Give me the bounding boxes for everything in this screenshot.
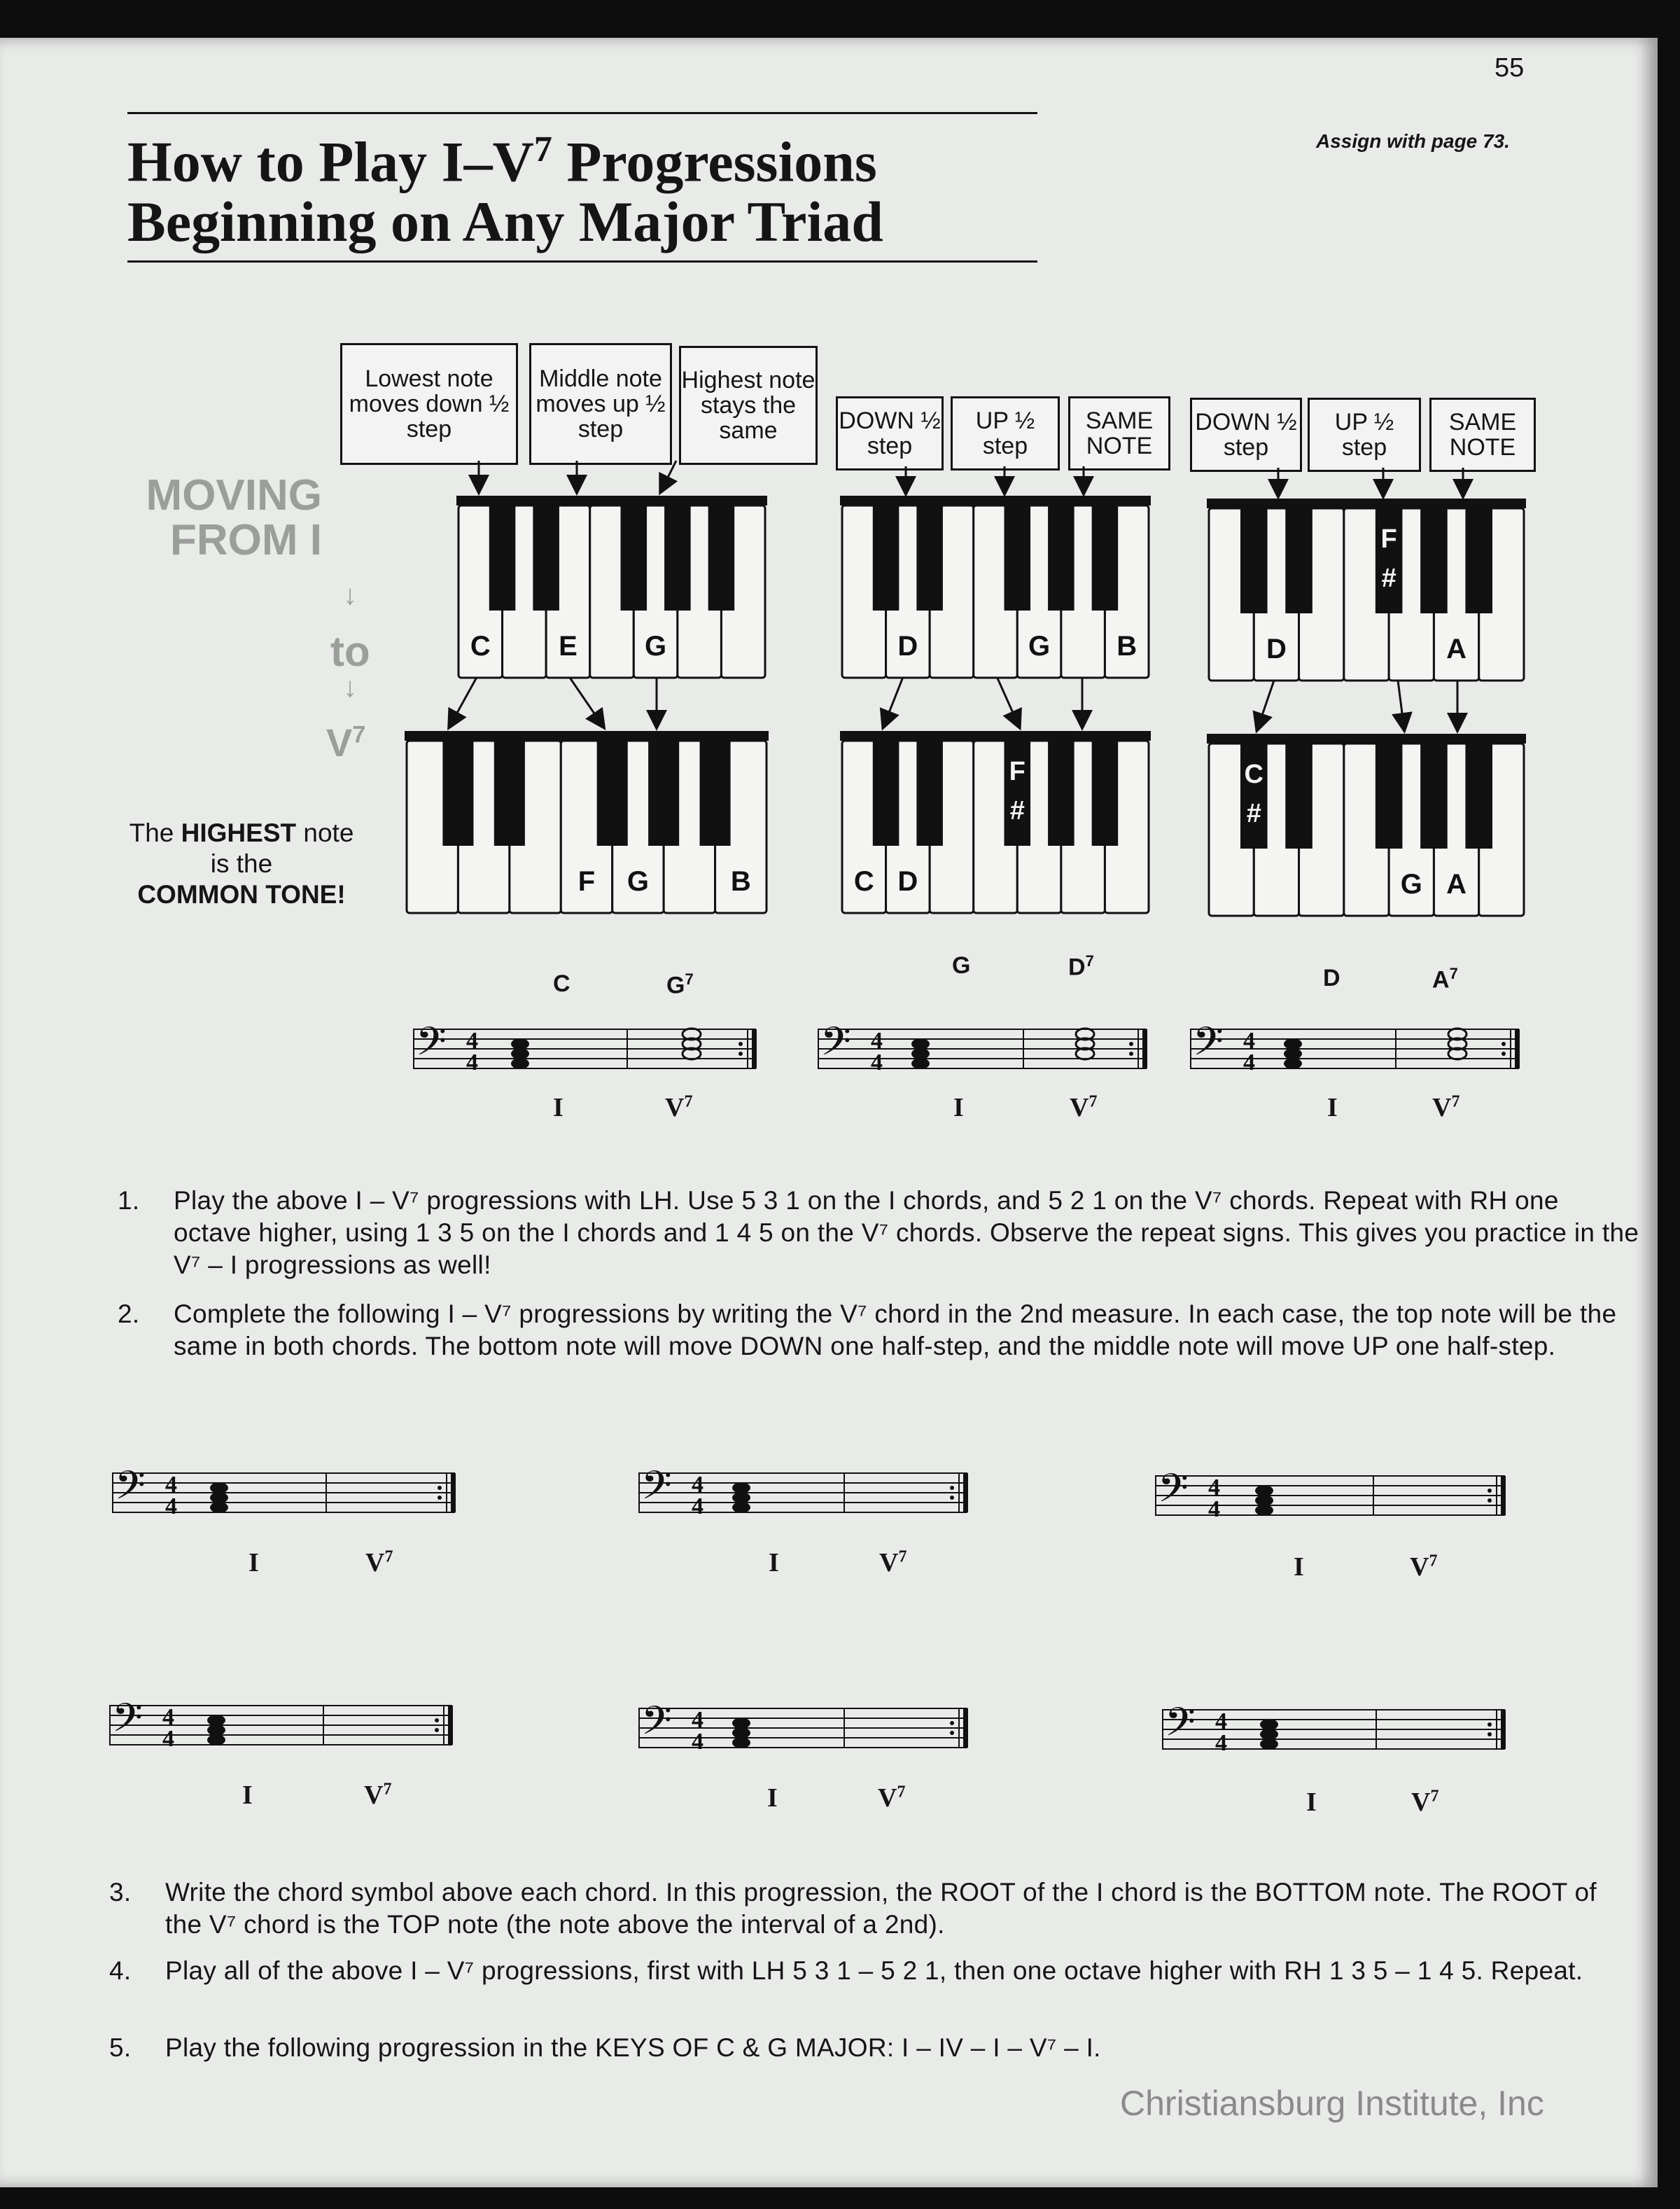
key-label: D [1266,634,1287,664]
exercise-3-roman1: I [1294,1552,1304,1582]
black-key [621,506,648,611]
black-key [873,741,899,846]
chord-note [1284,1048,1302,1059]
exercise-1-roman1: I [248,1548,259,1577]
sharp-label: # [1381,564,1396,593]
black-key [1420,508,1448,613]
bass-clef-icon: 𝄢 [1165,1699,1196,1755]
black-key [1285,744,1312,849]
black-key [1048,506,1074,611]
black-key [916,506,943,611]
moving-line1: MOVING [146,471,322,520]
black-key [916,741,943,846]
black-key [1092,506,1119,611]
keyboard-d7 [840,731,1151,916]
keyboard-c-major [456,496,767,681]
keyboard-d-major [1207,499,1526,683]
black-key [489,506,516,611]
black-key [1048,741,1074,846]
ex3-roman2: $V^7$ [1432,1092,1460,1122]
time-signature-top: 4 [466,1028,478,1054]
exercise-1-roman2: $V^7$ [365,1547,393,1577]
ex1-roman2: $V^7$ [665,1092,693,1122]
moving-to: to [330,628,370,675]
callout-middle: Middle note moves up ½ step [529,343,672,465]
key-label: C [853,866,874,897]
bass-clef-icon: 𝄢 [1158,1465,1189,1521]
black-key [1240,508,1268,613]
black-key [664,506,691,611]
title-line2: Beginning on Any Major Triad [127,190,883,254]
time-signature-bottom: 4 [692,1493,704,1519]
bass-clef-icon: 𝄢 [416,1019,447,1075]
keyboard-g-major [840,496,1151,681]
black-key [648,741,679,846]
black-key [533,506,559,611]
chord-note [1284,1058,1302,1069]
moving-roman1: I [309,516,322,564]
exercise-4-roman2: $V^7$ [364,1780,392,1810]
moving-v7: $V^7$ [326,720,366,765]
exercise-staff-6[interactable] [1162,1689,1519,1773]
ex2-staff [818,1008,1161,1092]
chord-note [1255,1495,1273,1506]
ex3-chord1: D [1323,965,1340,991]
black-key [1285,508,1312,613]
ex1-staff [413,1008,770,1092]
black-key [1004,506,1031,611]
moving-line2: FROM [170,516,298,564]
time-signature-bottom: 4 [1208,1496,1220,1522]
time-signature-top: 4 [1208,1475,1220,1500]
callout-g-up: UP ½ step [951,396,1060,471]
ex2-chord1: G [952,952,971,979]
exercise-staff-4[interactable] [109,1685,466,1769]
callout-highest: Highest note stays the same [679,346,818,465]
key-label: C [470,631,491,662]
time-signature-top: 4 [165,1472,177,1498]
time-signature-top: 4 [1243,1028,1255,1054]
chord-note [511,1048,529,1059]
ex3-chord2: $A^7$ [1432,965,1458,994]
key-label: F [1009,757,1026,786]
key-label: B [730,866,751,897]
key-label: D [897,631,918,662]
chord-note [911,1058,930,1069]
chord-note [732,1717,750,1729]
key-label: A [1446,634,1467,664]
keyboard-a7 [1207,734,1526,919]
time-signature-bottom: 4 [1215,1730,1227,1756]
chord-note [1255,1485,1273,1496]
key-label: C [1244,760,1264,789]
key-label: G [1400,869,1422,900]
black-key [1092,741,1119,846]
exercise-5-roman1: I [767,1783,778,1813]
exercise-2-roman2: $V^7$ [879,1547,907,1577]
key-label: G [1028,631,1051,662]
callout-g-down: DOWN ½ step [836,396,944,471]
callout-lowest: Lowest note moves down ½ step [340,343,518,465]
ex1-chord1: C [553,970,570,997]
exercise-2-roman1: I [769,1548,779,1577]
chord-note [1255,1505,1273,1516]
key-label: B [1116,631,1138,662]
chord-note [732,1727,750,1738]
ex3-roman1: I [1327,1093,1338,1122]
key-label: F [1380,524,1397,554]
black-key [1465,508,1492,613]
chord-note [1260,1719,1278,1730]
time-signature-top: 4 [1215,1708,1227,1734]
key-label: D [897,866,918,897]
down-arrow-1-icon: ↓ [343,580,357,611]
black-key [700,741,731,846]
chord-note [1260,1729,1278,1740]
black-key [597,741,628,846]
time-signature-top: 4 [162,1704,174,1730]
time-signature-bottom: 4 [162,1726,174,1752]
key-label: A [1446,869,1467,900]
chord-note [207,1734,225,1745]
ex2-roman2: $V^7$ [1070,1092,1098,1122]
callout-d-down: DOWN ½ step [1190,398,1302,472]
callout-d-up: UP ½ step [1308,398,1421,472]
sharp-label: # [1246,799,1261,828]
exercise-6-roman1: I [1306,1788,1317,1817]
time-signature-top: 4 [692,1472,704,1498]
sharp-label: # [1009,796,1025,825]
time-signature-bottom: 4 [692,1729,704,1755]
exercise-staff-5[interactable] [638,1687,981,1771]
ex1-chord2: $G^7$ [666,970,694,999]
common-tone-note: The HIGHEST note is the COMMON TONE! [129,818,354,909]
ex2-chord2: $D^7$ [1068,952,1094,981]
chord-note [732,1737,750,1748]
black-key [1376,744,1403,849]
black-key [494,741,525,846]
time-signature-top: 4 [692,1707,704,1733]
ex2-roman1: I [953,1093,964,1122]
exercise-3-roman2: $V^7$ [1410,1552,1438,1582]
bass-clef-icon: 𝄢 [1193,1019,1224,1075]
ex3-staff [1190,1008,1533,1092]
chord-note [210,1502,228,1513]
exercise-staff-1[interactable] [112,1452,469,1536]
black-key [1465,744,1492,849]
chord-note [207,1715,225,1726]
key-label: F [578,866,596,897]
time-signature-bottom: 4 [466,1050,478,1075]
exercise-5-roman2: $V^7$ [878,1783,906,1813]
chord-note [207,1724,225,1736]
chord-note [1260,1738,1278,1750]
time-signature-bottom: 4 [1243,1050,1255,1075]
assign-note: Assign with page 73. [1316,130,1510,152]
key-label: G [645,631,667,662]
exercise-staff-2[interactable] [638,1452,981,1536]
callout-d-same: SAME NOTE [1429,398,1536,472]
chord-note [511,1058,529,1069]
bass-clef-icon: 𝄢 [112,1695,143,1751]
chord-note [732,1492,750,1503]
key-label: G [626,866,649,897]
chord-note [210,1492,228,1503]
chord-note [511,1038,529,1050]
chord-note [732,1502,750,1513]
chord-note [210,1482,228,1493]
bass-clef-icon: 𝄢 [641,1463,672,1519]
chord-note [732,1482,750,1493]
chord-note [911,1038,930,1050]
bass-clef-icon: 𝄢 [641,1698,672,1754]
watermark: Christiansburg Institute, Inc [1120,2084,1544,2123]
black-key [708,506,735,611]
bass-clef-icon: 𝄢 [820,1019,851,1075]
black-key [873,506,899,611]
exercise-staff-3[interactable] [1155,1455,1519,1539]
time-signature-bottom: 4 [871,1050,883,1075]
exercise-6-roman2: $V^7$ [1411,1787,1439,1817]
title-line1-a: How to Play I–V [127,130,534,194]
chord-note [911,1048,930,1059]
time-signature-bottom: 4 [165,1493,177,1519]
keyboard-g7 [405,731,769,916]
chord-note [1284,1038,1302,1050]
down-arrow-2-icon: ↓ [343,672,357,703]
callout-g-same: SAME NOTE [1068,396,1170,471]
bass-clef-icon: 𝄢 [115,1463,146,1519]
black-key [442,741,473,846]
time-signature-top: 4 [871,1028,883,1054]
black-key [1420,744,1448,849]
ex1-roman1: I [553,1093,564,1122]
title-line1-b: Progressions [552,130,877,194]
key-label: E [559,631,578,662]
page-number: 55 [1494,53,1525,83]
exercise-4-roman1: I [242,1781,253,1810]
title-sup: 7 [533,130,552,169]
